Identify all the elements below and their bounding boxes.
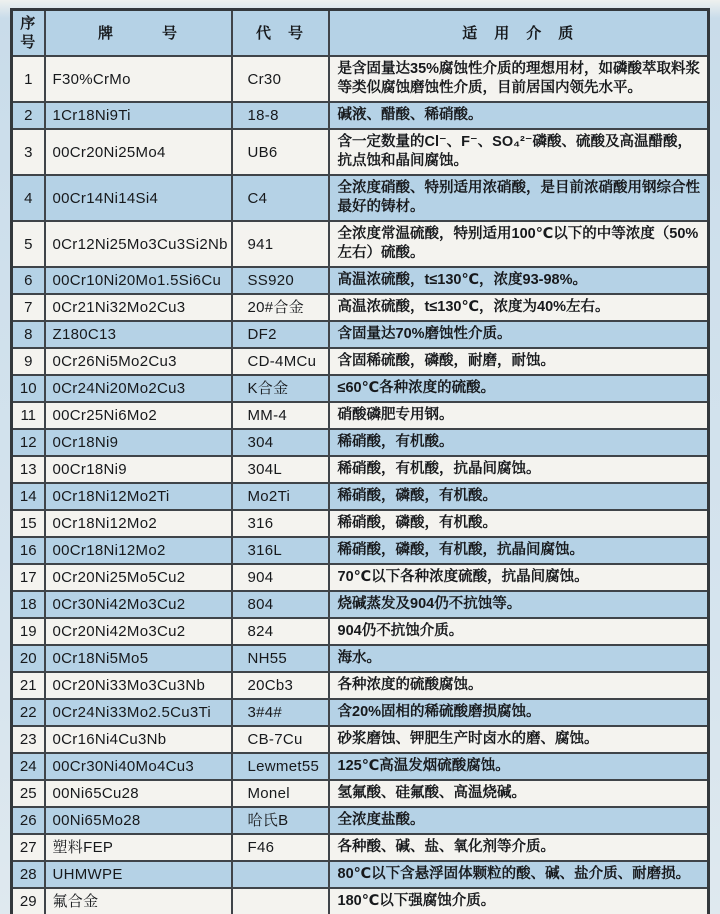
row-index-cell: 22 (12, 699, 45, 726)
table-row (12, 129, 709, 175)
media-cell: 稀硝酸，磷酸，有机酸。 (329, 483, 709, 510)
row-index-cell: 28 (12, 861, 45, 888)
code-cell: 304 (232, 429, 329, 456)
row-index-cell: 1 (12, 56, 45, 102)
grade-cell: 00Cr14Ni14Si4 (45, 175, 232, 221)
code-cell: 316L (232, 537, 329, 564)
media-cell: 各种酸、碱、盐、氧化剂等介质。 (329, 834, 709, 861)
row-index-cell: 5 (12, 221, 45, 267)
grade-cell: 00Cr30Ni40Mo4Cu3 (45, 753, 232, 780)
code-cell: 804 (232, 591, 329, 618)
code-cell: Lewmet55 (232, 753, 329, 780)
code-cell: SS920 (232, 267, 329, 294)
row-index-cell: 7 (12, 294, 45, 321)
row-index-cell: 17 (12, 564, 45, 591)
table-header-row (12, 10, 709, 57)
code-cell: 316 (232, 510, 329, 537)
row-index-cell: 9 (12, 348, 45, 375)
row-index-cell: 16 (12, 537, 45, 564)
grade-cell: 0Cr30Ni42Mo3Cu2 (45, 591, 232, 618)
media-cell: 稀硝酸，有机酸，抗晶间腐蚀。 (329, 456, 709, 483)
row-index-cell: 27 (12, 834, 45, 861)
media-cell: 各种浓度的硫酸腐蚀。 (329, 672, 709, 699)
grade-cell: 0Cr20Ni25Mo5Cu2 (45, 564, 232, 591)
media-cell: 125℃高温发烟硫酸腐蚀。 (329, 753, 709, 780)
table-row (12, 888, 709, 914)
media-cell: 是含固量达35%腐蚀性介质的理想用材，如磷酸萃取料浆等类似腐蚀磨蚀性介质，目前居国内领先水平。 (329, 56, 709, 102)
table-row (12, 321, 709, 348)
row-index-cell: 21 (12, 672, 45, 699)
grade-cell: 0Cr26Ni5Mo2Cu3 (45, 348, 232, 375)
grade-cell: 0Cr20Ni42Mo3Cu2 (45, 618, 232, 645)
media-cell: 含固稀硫酸，磷酸，耐磨，耐蚀。 (329, 348, 709, 375)
grade-cell: 0Cr18Ni9 (45, 429, 232, 456)
table-row (12, 294, 709, 321)
grade-cell: 0Cr18Ni5Mo5 (45, 645, 232, 672)
code-cell: Monel (232, 780, 329, 807)
code-cell: NH55 (232, 645, 329, 672)
row-index-cell: 13 (12, 456, 45, 483)
table-row (12, 456, 709, 483)
grade-cell: 0Cr24Ni20Mo2Cu3 (45, 375, 232, 402)
grade-cell: 0Cr24Ni33Mo2.5Cu3Ti (45, 699, 232, 726)
media-cell: 烧碱蒸发及904仍不抗蚀等。 (329, 591, 709, 618)
row-index-cell: 11 (12, 402, 45, 429)
grade-cell: 1Cr18Ni9Ti (45, 102, 232, 129)
table-row (12, 375, 709, 402)
grade-cell: F30%CrMo (45, 56, 232, 102)
grade-cell: 00Cr18Ni9 (45, 456, 232, 483)
code-cell: Cr30 (232, 56, 329, 102)
grade-cell: 0Cr16Ni4Cu3Nb (45, 726, 232, 753)
code-cell: 824 (232, 618, 329, 645)
grade-cell: 00Ni65Cu28 (45, 780, 232, 807)
table-row (12, 726, 709, 753)
grade-cell: 00Cr20Ni25Mo4 (45, 129, 232, 175)
table-row (12, 483, 709, 510)
row-index-cell: 29 (12, 888, 45, 914)
row-index-cell: 24 (12, 753, 45, 780)
table-row (12, 221, 709, 267)
media-cell: 含20%固相的稀硫酸磨损腐蚀。 (329, 699, 709, 726)
table-body (12, 56, 709, 914)
media-cell: 稀硝酸，磷酸，有机酸，抗晶间腐蚀。 (329, 537, 709, 564)
media-cell: 高温浓硫酸，t≤130℃，浓度为40%左右。 (329, 294, 709, 321)
header-cell-code: 代 号 (232, 10, 329, 57)
table-row (12, 402, 709, 429)
grade-cell: 0Cr18Ni12Mo2 (45, 510, 232, 537)
media-cell: 稀硝酸，有机酸。 (329, 429, 709, 456)
row-index-cell: 25 (12, 780, 45, 807)
code-cell: 941 (232, 221, 329, 267)
row-index-cell: 10 (12, 375, 45, 402)
grade-cell: 氟合金 (45, 888, 232, 914)
media-cell: 全浓度常温硫酸，特别适用100℃以下的中等浓度（50%左右）硫酸。 (329, 221, 709, 267)
row-index-cell: 4 (12, 175, 45, 221)
media-cell: 高温浓硫酸，t≤130℃，浓度93-98%。 (329, 267, 709, 294)
code-cell: 304L (232, 456, 329, 483)
grade-cell: 0Cr20Ni33Mo3Cu3Nb (45, 672, 232, 699)
code-cell: 20Cb3 (232, 672, 329, 699)
grade-cell: 00Cr18Ni12Mo2 (45, 537, 232, 564)
table-row (12, 564, 709, 591)
row-index-cell: 3 (12, 129, 45, 175)
table-row (12, 618, 709, 645)
row-index-cell: 14 (12, 483, 45, 510)
media-cell: 氢氟酸、硅氟酸、高温烧碱。 (329, 780, 709, 807)
table-row (12, 348, 709, 375)
code-cell: 904 (232, 564, 329, 591)
media-cell: 180℃以下强腐蚀介质。 (329, 888, 709, 914)
media-cell: 80℃以下含悬浮固体颗粒的酸、碱、盐介质、耐磨损。 (329, 861, 709, 888)
grade-cell: Z180C13 (45, 321, 232, 348)
header-cell-grade: 牌 号 (45, 10, 232, 57)
row-index-cell: 20 (12, 645, 45, 672)
alloy-media-table (10, 8, 710, 914)
table-row (12, 267, 709, 294)
table-row (12, 102, 709, 129)
code-cell: MM-4 (232, 402, 329, 429)
grade-cell: 0Cr12Ni25Mo3Cu3Si2Nb (45, 221, 232, 267)
grade-cell: 0Cr18Ni12Mo2Ti (45, 483, 232, 510)
code-cell: UB6 (232, 129, 329, 175)
media-cell: 全浓度盐酸。 (329, 807, 709, 834)
table-row (12, 699, 709, 726)
code-cell: K合金 (232, 375, 329, 402)
table-row (12, 429, 709, 456)
code-cell: Mo2Ti (232, 483, 329, 510)
table-row (12, 807, 709, 834)
row-index-cell: 6 (12, 267, 45, 294)
table-row (12, 591, 709, 618)
row-index-cell: 23 (12, 726, 45, 753)
table-row (12, 861, 709, 888)
code-cell: 18-8 (232, 102, 329, 129)
media-cell: 70℃以下各种浓度硫酸，抗晶间腐蚀。 (329, 564, 709, 591)
header-cell-index: 序号 (12, 10, 45, 57)
table-row (12, 510, 709, 537)
code-cell: CB-7Cu (232, 726, 329, 753)
grade-cell: 0Cr21Ni32Mo2Cu3 (45, 294, 232, 321)
code-cell: C4 (232, 175, 329, 221)
table-row (12, 56, 709, 102)
row-index-cell: 8 (12, 321, 45, 348)
code-cell: DF2 (232, 321, 329, 348)
material-table-sheet (10, 8, 710, 914)
code-cell: F46 (232, 834, 329, 861)
media-cell: 硝酸磷肥专用钢。 (329, 402, 709, 429)
media-cell: 含一定数量的Cl⁻、F⁻、SO₄²⁻磷酸、硫酸及高温醋酸，抗点蚀和晶间腐蚀。 (329, 129, 709, 175)
table-row (12, 537, 709, 564)
table-row (12, 672, 709, 699)
media-cell: 砂浆磨蚀、钾肥生产时卤水的磨、腐蚀。 (329, 726, 709, 753)
header-cell-media: 适 用 介 质 (329, 10, 709, 57)
code-cell: 20#合金 (232, 294, 329, 321)
row-index-cell: 15 (12, 510, 45, 537)
code-cell (232, 861, 329, 888)
media-cell: 904仍不抗蚀介质。 (329, 618, 709, 645)
grade-cell: UHMWPE (45, 861, 232, 888)
grade-cell: 00Cr25Ni6Mo2 (45, 402, 232, 429)
media-cell: 稀硝酸，磷酸，有机酸。 (329, 510, 709, 537)
row-index-cell: 18 (12, 591, 45, 618)
media-cell: ≤60℃各种浓度的硫酸。 (329, 375, 709, 402)
table-row (12, 175, 709, 221)
table-row (12, 753, 709, 780)
grade-cell: 00Cr10Ni20Mo1.5Si6Cu (45, 267, 232, 294)
code-cell (232, 888, 329, 914)
row-index-cell: 19 (12, 618, 45, 645)
code-cell: 3#4# (232, 699, 329, 726)
grade-cell: 00Ni65Mo28 (45, 807, 232, 834)
table-row (12, 834, 709, 861)
media-cell: 含固量达70%磨蚀性介质。 (329, 321, 709, 348)
media-cell: 全浓度硝酸、特别适用浓硝酸，是目前浓硝酸用钢综合性最好的铸材。 (329, 175, 709, 221)
table-row (12, 645, 709, 672)
row-index-cell: 26 (12, 807, 45, 834)
table-row (12, 780, 709, 807)
row-index-cell: 12 (12, 429, 45, 456)
row-index-cell: 2 (12, 102, 45, 129)
media-cell: 海水。 (329, 645, 709, 672)
code-cell: CD-4MCu (232, 348, 329, 375)
media-cell: 碱液、醋酸、稀硝酸。 (329, 102, 709, 129)
grade-cell: 塑料FEP (45, 834, 232, 861)
code-cell: 哈氏B (232, 807, 329, 834)
